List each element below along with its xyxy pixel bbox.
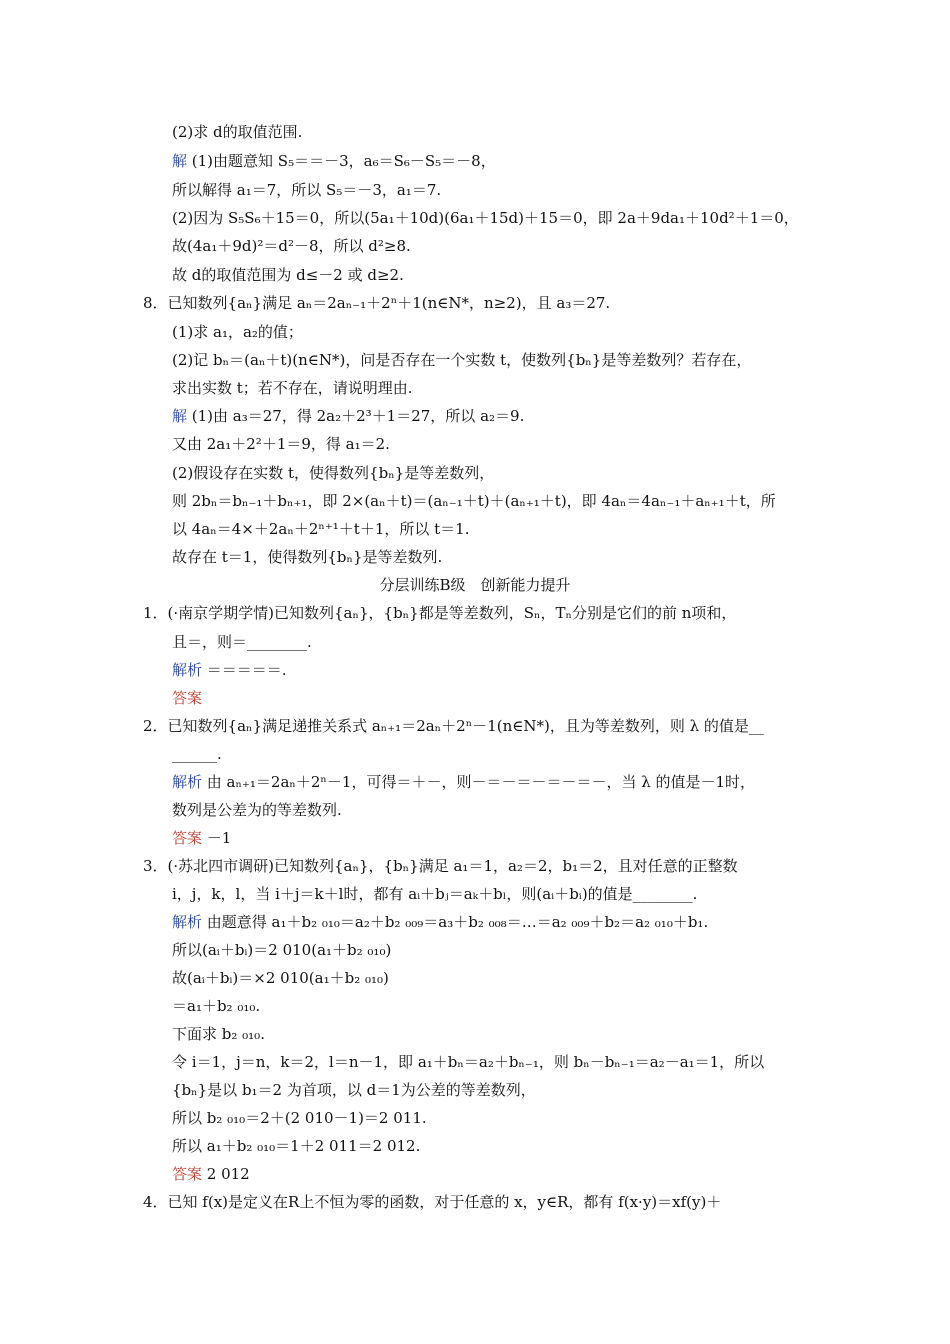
label-answer: 答案	[172, 689, 203, 707]
text-line: 解 (1)由题意知 S₅＝＝－3，a₆＝S₆－S₅＝－8，	[172, 152, 496, 170]
label-analysis: 解析	[172, 773, 203, 791]
text-line: 故 d的取值范围为 d≤－2 或 d≥2.	[172, 266, 404, 284]
text-line: ______.	[172, 745, 222, 763]
text-line: 求出实数 t；若不存在，请说明理由.	[172, 379, 413, 397]
text-line: ＝a₁＋b₂ ₀₁₀.	[172, 997, 261, 1015]
text-line: 故存在 t＝1，使得数列{bₙ}是等差数列.	[172, 548, 443, 566]
problem-heading: 4．已知 f(x)是定义在R上不恒为零的函数，对于任意的 x，y∈R，都有 f(x·y)＝xf(y)＋	[143, 1193, 722, 1211]
text-line: {bₙ}是以 b₁＝2 为首项，以 d＝1为公差的等差数列，	[172, 1081, 536, 1099]
text-line: (2)假设存在实数 t，使得数列{bₙ}是等差数列，	[172, 464, 495, 482]
label-answer: 答案	[172, 829, 203, 847]
text-line: 以 4aₙ＝4×＋2aₙ＋2ⁿ⁺¹＋t＋1，所以 t＝1.	[172, 520, 470, 538]
text-line: 解析 由题意得 a₁＋b₂ ₀₁₀＝a₂＋b₂ ₀₀₉＝a₃＋b₂ ₀₀₈＝…＝a₂ ₀₀₉＋b₂＝a₂ ₀₁₀＋b₁.	[172, 913, 709, 931]
text-line: 下面求 b₂ ₀₁₀.	[172, 1025, 265, 1043]
text-line	[172, 688, 202, 708]
problem-heading: 3．(·苏北四市调研)已知数列{aₙ}，{bₙ}满足 a₁＝1，a₂＝2，b₁＝2，且对任意的正整数	[143, 857, 738, 875]
text-line: 令 i＝1，j＝n，k＝2，l＝n－1，即 a₁＋bₙ＝a₂＋bₙ₋₁，则 bₙ－bₙ₋₁＝a₂－a₁＝1，所以	[172, 1053, 765, 1071]
label-solution: 解	[172, 152, 188, 170]
text-line: 所以 b₂ ₀₁₀＝2＋(2 010－1)＝2 011.	[172, 1109, 427, 1127]
text-line: 解 (1)由 a₃＝27，得 2a₂＋2³＋1＝27，所以 a₂＝9.	[172, 407, 525, 425]
text-line: (2)记 bₙ＝(aₙ＋t)(n∈N*)，问是否存在一个实数 t，使数列{bₙ}是等差数列？若存在，	[172, 351, 752, 369]
label-answer: 答案	[172, 1165, 203, 1183]
problem-heading: 2．已知数列{aₙ}满足递推关系式 aₙ₊₁＝2aₙ＋2ⁿ－1(n∈N*)，且为等差数列，则 λ 的值是__	[143, 717, 764, 735]
text-line: 故(aᵢ＋bᵢ)＝×2 010(a₁＋b₂ ₀₁₀)	[172, 969, 389, 987]
text-line: 所以(aᵢ＋bᵢ)＝2 010(a₁＋b₂ ₀₁₀)	[172, 941, 392, 959]
text-line: 又由 2a₁＋2²＋1＝9，得 a₁＝2.	[172, 435, 390, 453]
text-line: 则 2bₙ＝bₙ₋₁＋bₙ₊₁，即 2×(aₙ＋t)＝(aₙ₋₁＋t)＋(aₙ₊₁＋t)，即 4aₙ＝4aₙ₋₁＋aₙ₊₁＋t，所	[172, 492, 776, 510]
text-line: 故(4a₁＋9d)²＝d²－8，所以 d²≥8.	[172, 237, 411, 255]
text-line: (2)因为 S₅S₆＋15＝0，所以(5a₁＋10d)(6a₁＋15d)＋15＝0，即 2a＋9da₁＋10d²＋1＝0，	[172, 209, 799, 227]
text-line: i，j，k，l，当 i＋j＝k＋l时，都有 aᵢ＋bⱼ＝aₖ＋bₗ，则(aᵢ＋bᵢ)的值是________.	[172, 885, 698, 903]
problem-heading: 1．(·南京学期学情)已知数列{aₙ}，{bₙ}都是等差数列，Sₙ，Tₙ分别是它们的前 n项和，	[143, 604, 737, 622]
label-analysis: 解析	[172, 913, 203, 931]
label-solution: 解	[172, 407, 188, 425]
section-heading: 分层训练B级 创新能力提升	[379, 576, 571, 594]
text-line: 所以 a₁＋b₂ ₀₁₀＝1＋2 011＝2 012.	[172, 1137, 421, 1155]
text-line: 所以解得 a₁＝7，所以 S₅＝－3，a₁＝7.	[172, 181, 442, 199]
text-line: 解析 ＝＝＝＝＝.	[172, 661, 287, 679]
label-analysis: 解析	[172, 661, 203, 679]
text-line: (2)求 d的取值范围.	[172, 123, 303, 141]
text-line: 答案 －1	[172, 829, 232, 847]
problem-heading: 8．已知数列{aₙ}满足 aₙ＝2aₙ₋₁＋2ⁿ＋1(n∈N*，n≥2)，且 a₃＝27.	[143, 294, 611, 312]
text-line: 答案 2 012	[172, 1165, 250, 1183]
text-line: 解析 由 aₙ₊₁＝2aₙ＋2ⁿ－1，可得＝＋－，则－＝－＝－＝－＝－，当 λ 的值是－1时，	[172, 773, 756, 791]
text-line: (1)求 a₁，a₂的值；	[172, 323, 303, 341]
text-line: 且＝，则＝________.	[172, 633, 312, 651]
text-line: 数列是公差为的等差数列.	[172, 801, 342, 819]
